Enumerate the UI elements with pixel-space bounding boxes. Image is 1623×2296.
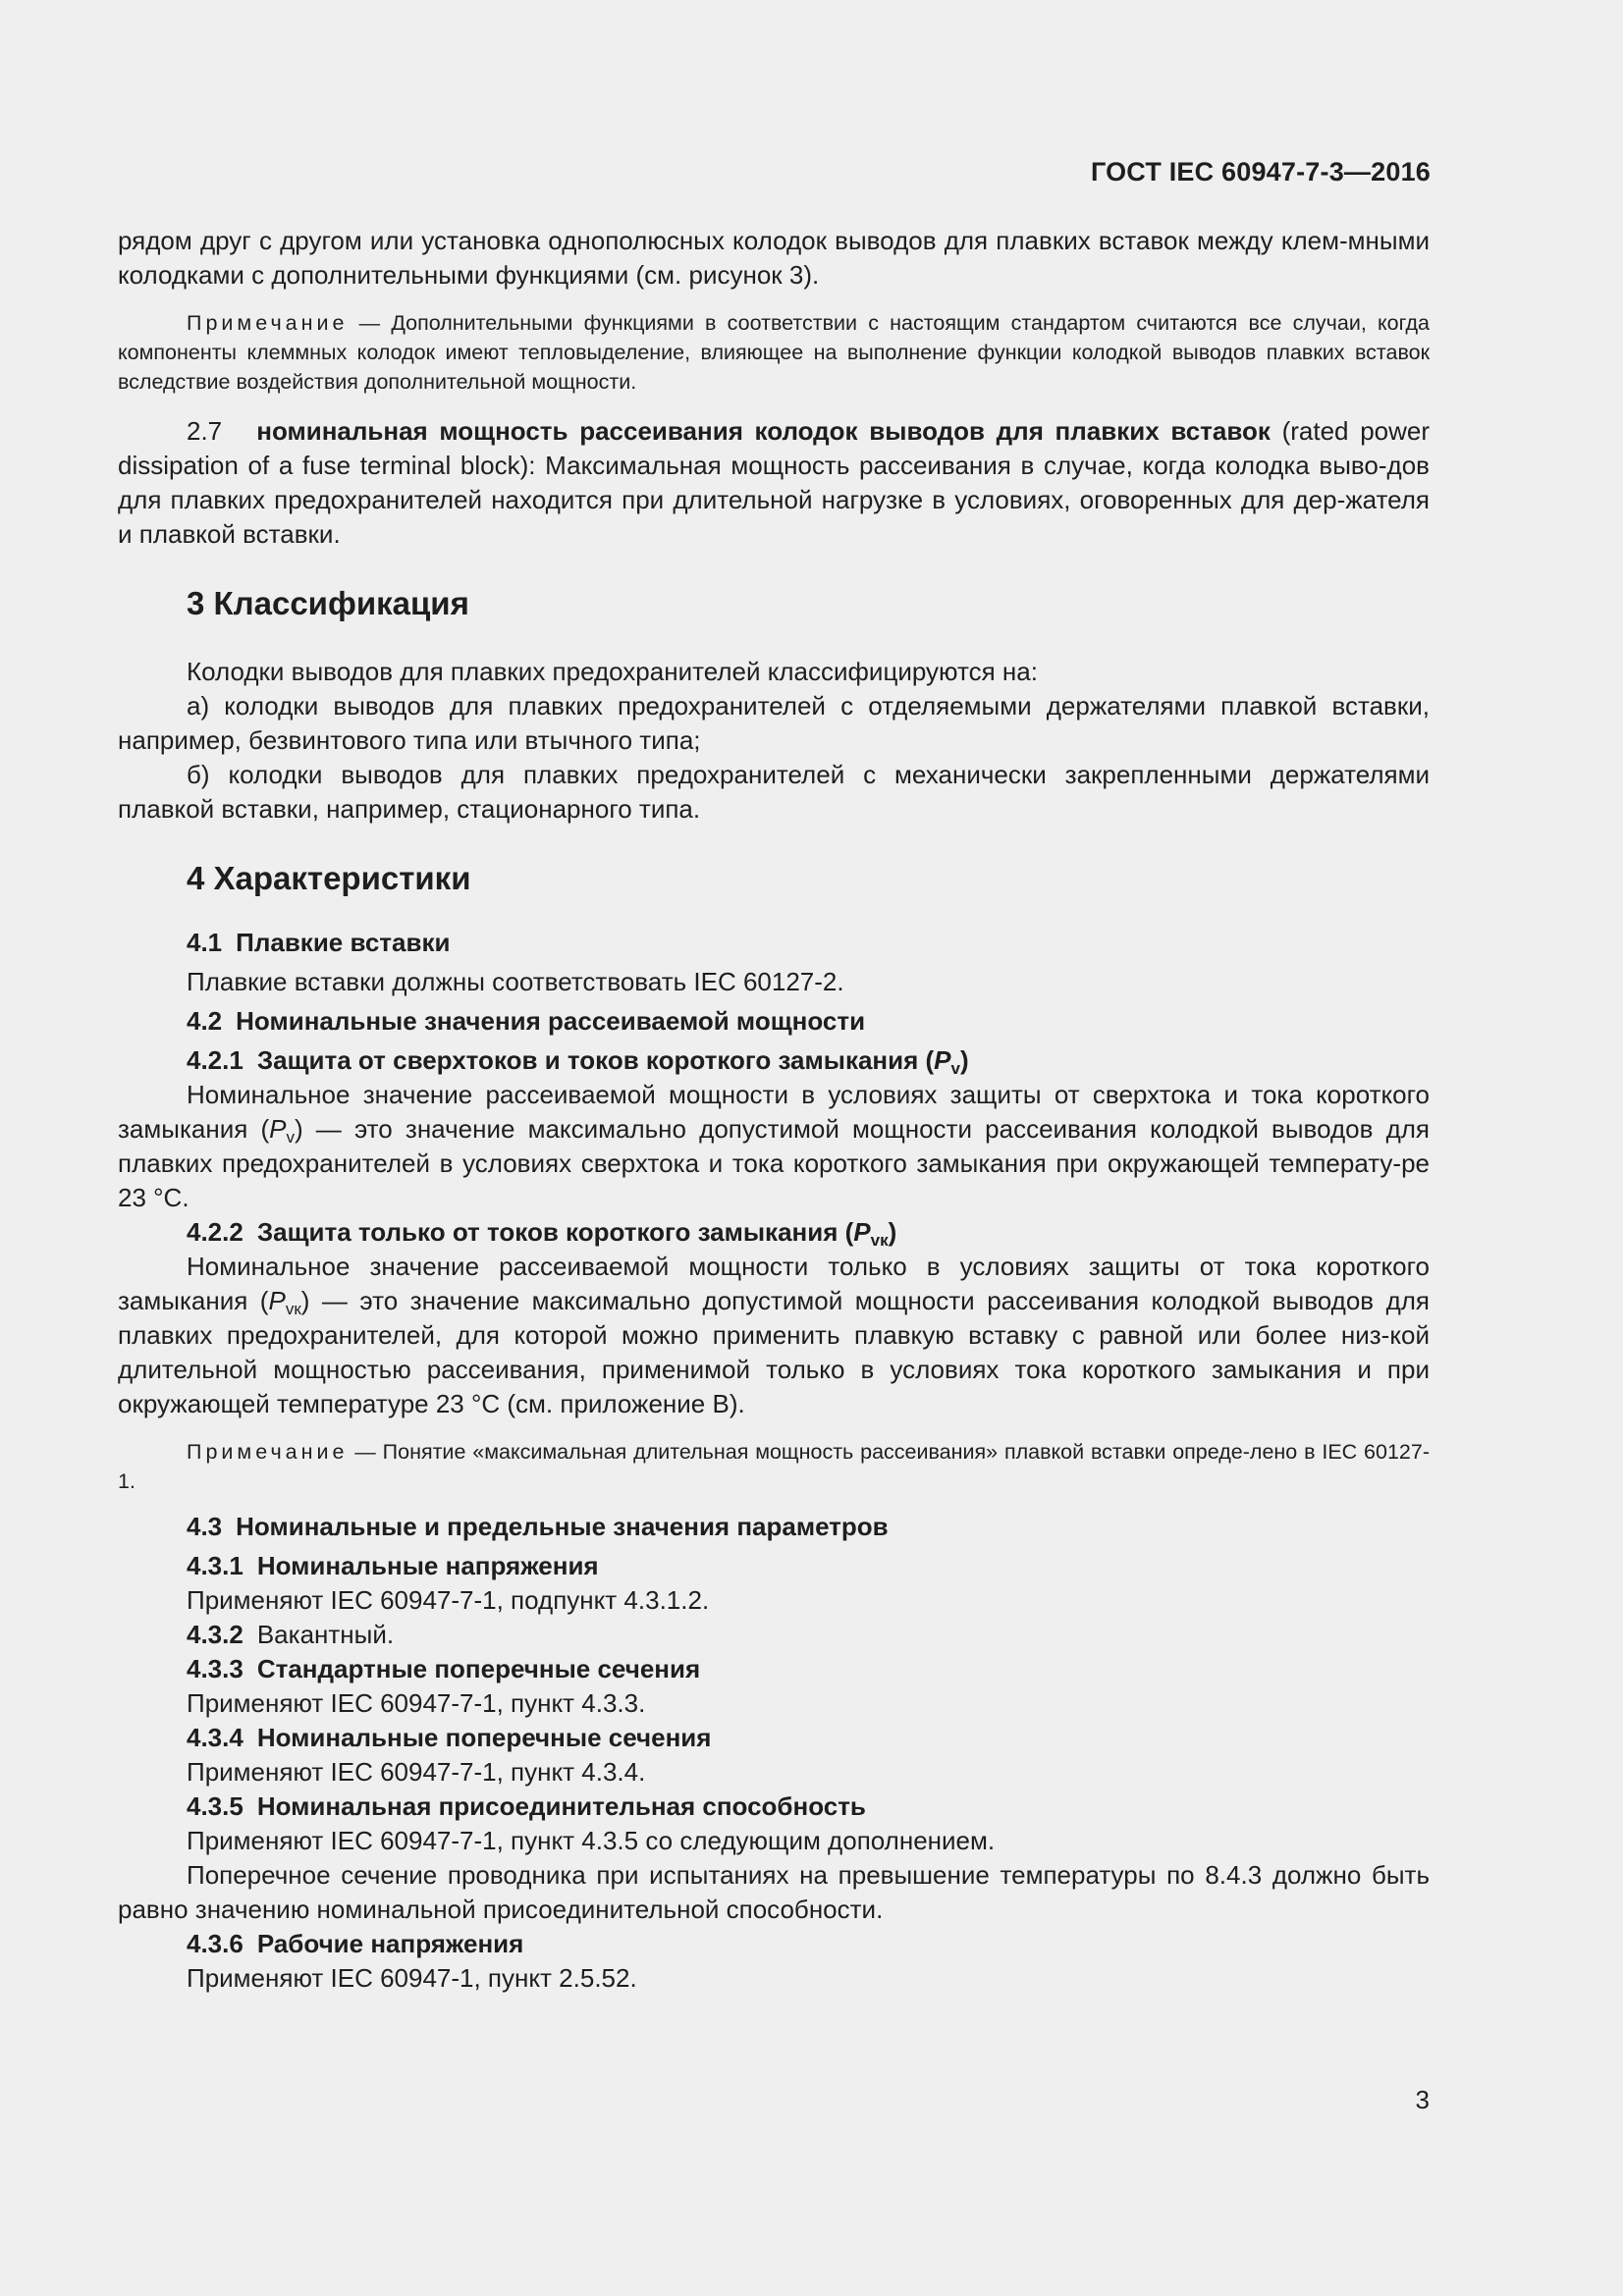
clause-text: (rated power dissipation of a fuse terminal block): Максимальная мощность рассеивания в случае, когда колодка выво-дов для плавких предохранителей находится при длительной нагрузке в условиях, оговоренных для дер-жателя и плавкой вставки. xyxy=(118,416,1431,549)
subsection-number: 4.1 xyxy=(187,928,223,957)
subsection-title: Номинальная присоединительная способность xyxy=(256,1791,866,1821)
subsection-number: 4.2 xyxy=(187,1006,223,1036)
note-label: Примечание xyxy=(187,311,349,335)
text-part: ) — это значение максимально допустимой мощности рассеивания колодкой выводов для плавких предохранителей, для которой можно применить плавкую вставку с равной или более низ-кой длительной мощностью рассеивания, применимой только в условиях тока короткого замыкания и при окружающей температуре 23 °С (см. приложение В). xyxy=(118,1286,1431,1418)
symbol-p: P xyxy=(934,1045,951,1075)
continuation-paragraph: рядом друг с другом или установка однополюсных колодок выводов для плавких вставок между клем-мными колодками с дополнительными функциями (см. рисунок 3). xyxy=(118,226,1430,290)
subsection-4-3-3-heading xyxy=(118,1652,1430,1686)
classification-item-b: б) колодки выводов для плавких предохранителей с механически закрепленными держателями плавкой вставки, например, стационарного типа. xyxy=(118,760,1430,824)
symbol-subscript: vк xyxy=(285,1300,301,1318)
page-content xyxy=(118,224,1430,1996)
subsection-title: Номинальные поперечные сечения xyxy=(256,1723,712,1752)
page-number: 3 xyxy=(1415,2085,1430,2114)
subsection-number: 4.3 xyxy=(187,1512,223,1541)
symbol-subscript: v xyxy=(950,1059,960,1078)
subsection-4-3-2-line xyxy=(118,1618,1430,1652)
subsection-number: 4.3.3 xyxy=(187,1654,243,1683)
text-part: ) — это значение максимально допустимой мощности рассеивания колодкой выводов для плавких предохранителей в условиях сверхтока и тока короткого замыкания при окружающей температу-ре 23 °С. xyxy=(118,1114,1430,1212)
subsection-4-2-1-heading xyxy=(118,1043,1430,1078)
clause-term: номинальная мощность рассеивания колодок выводов для плавких вставок xyxy=(256,416,1271,446)
subsection-number: 4.3.6 xyxy=(187,1929,243,1958)
subsection-4-3-4-text: Применяют IEC 60947-7-1, пункт 4.3.4. xyxy=(187,1757,646,1787)
clause-2-7 xyxy=(118,414,1430,552)
subsection-number: 4.3.5 xyxy=(187,1791,243,1821)
subsection-title: Номинальные значения рассеиваемой мощности xyxy=(236,1006,866,1036)
section-4-heading: 4 Характеристики xyxy=(187,860,471,896)
subsection-number: 4.3.1 xyxy=(187,1551,243,1580)
subsection-title: Рабочие напряжения xyxy=(256,1929,524,1958)
classification-item-a: а) колодки выводов для плавких предохранителей с отделяемыми держателями плавкой вставки, например, безвинтового типа или втычного типа; xyxy=(118,691,1430,755)
subsection-number: 4.3.2 xyxy=(187,1620,243,1649)
text-part: Номинальное значение рассеиваемой мощности только в условиях защиты от тока короткого замыкания ( xyxy=(118,1252,1430,1315)
subsection-title: Защита только от токов короткого замыкания ( xyxy=(256,1217,854,1247)
closing-paren: ) xyxy=(959,1045,969,1075)
subsection-number: 4.2.1 xyxy=(187,1045,243,1075)
subsection-4-3-3-text: Применяют IEC 60947-7-1, пункт 4.3.3. xyxy=(187,1688,646,1718)
subsection-4-1-heading xyxy=(118,926,1430,960)
subsection-4-3-6-heading xyxy=(118,1927,1430,1961)
subsection-4-2-heading xyxy=(118,1004,1430,1039)
subsection-4-3-5-addition: Поперечное сечение проводника при испытаниях на превышение температуры по 8.4.3 должно быть равно значению номинальной присоединительной способности. xyxy=(118,1860,1430,1924)
subsection-number: 4.3.4 xyxy=(187,1723,243,1752)
subsection-title: Плавкие вставки xyxy=(236,928,451,957)
subsection-4-3-5-heading xyxy=(118,1789,1430,1824)
subsection-4-3-1-text: Применяют IEC 60947-7-1, подпункт 4.3.1.2. xyxy=(187,1585,710,1615)
subsection-4-3-heading xyxy=(118,1510,1430,1544)
document-code-header: ГОСТ IEC 60947-7-3—2016 xyxy=(1090,157,1431,187)
subsection-title: Защита от сверхтоков и токов короткого замыкания ( xyxy=(256,1045,935,1075)
subsection-4-3-1-heading xyxy=(118,1549,1430,1583)
subsection-title: Номинальные и предельные значения параметров xyxy=(236,1512,889,1541)
subsection-text: Вакантный. xyxy=(256,1620,395,1649)
note-text: — Дополнительными функциями в соответствии с настоящим стандартом считаются все случаи, когда компоненты клеммных колодок имеют тепловыделение, влияющее на выполнение функции колодкой выводов плавких вставок вследствие воздействия дополнительной мощности. xyxy=(118,311,1430,394)
note-label: Примечание xyxy=(187,1440,349,1464)
closing-paren: ) xyxy=(888,1217,897,1247)
symbol-subscript: v xyxy=(286,1128,295,1147)
section-3-heading: 3 Классификация xyxy=(187,585,469,621)
subsection-4-2-2-heading xyxy=(118,1215,1430,1250)
symbol-subscript: vк xyxy=(870,1231,889,1250)
symbol-p: P xyxy=(853,1217,871,1247)
note-text: — Понятие «максимальная длительная мощность рассеивания» плавкой вставки опреде-лено в IEC 60127-1. xyxy=(118,1440,1430,1493)
note-paragraph xyxy=(118,1437,1430,1496)
subsection-number: 4.2.2 xyxy=(187,1217,243,1247)
subsection-title: Стандартные поперечные сечения xyxy=(256,1654,701,1683)
symbol-p: P xyxy=(268,1286,286,1315)
text-part: Номинальное значение рассеиваемой мощности в условиях защиты от сверхтока и тока короткого замыкания ( xyxy=(118,1080,1430,1144)
subsection-4-1-text: Плавкие вставки должны соответствовать IEC 60127-2. xyxy=(187,967,844,996)
clause-number: 2.7 xyxy=(187,416,223,446)
symbol-p: P xyxy=(269,1114,287,1144)
subsection-4-2-1-text xyxy=(118,1078,1430,1215)
note-paragraph xyxy=(118,308,1430,397)
subsection-4-2-2-text xyxy=(118,1250,1430,1421)
classification-lead: Колодки выводов для плавких предохранителей классифицируются на: xyxy=(187,657,1038,686)
subsection-title: Номинальные напряжения xyxy=(256,1551,599,1580)
subsection-4-3-4-heading xyxy=(118,1721,1430,1755)
subsection-4-3-5-text: Применяют IEC 60947-7-1, пункт 4.3.5 со следующим дополнением. xyxy=(187,1826,996,1855)
subsection-4-3-6-text: Применяют IEC 60947-1, пункт 2.5.52. xyxy=(187,1963,637,1993)
